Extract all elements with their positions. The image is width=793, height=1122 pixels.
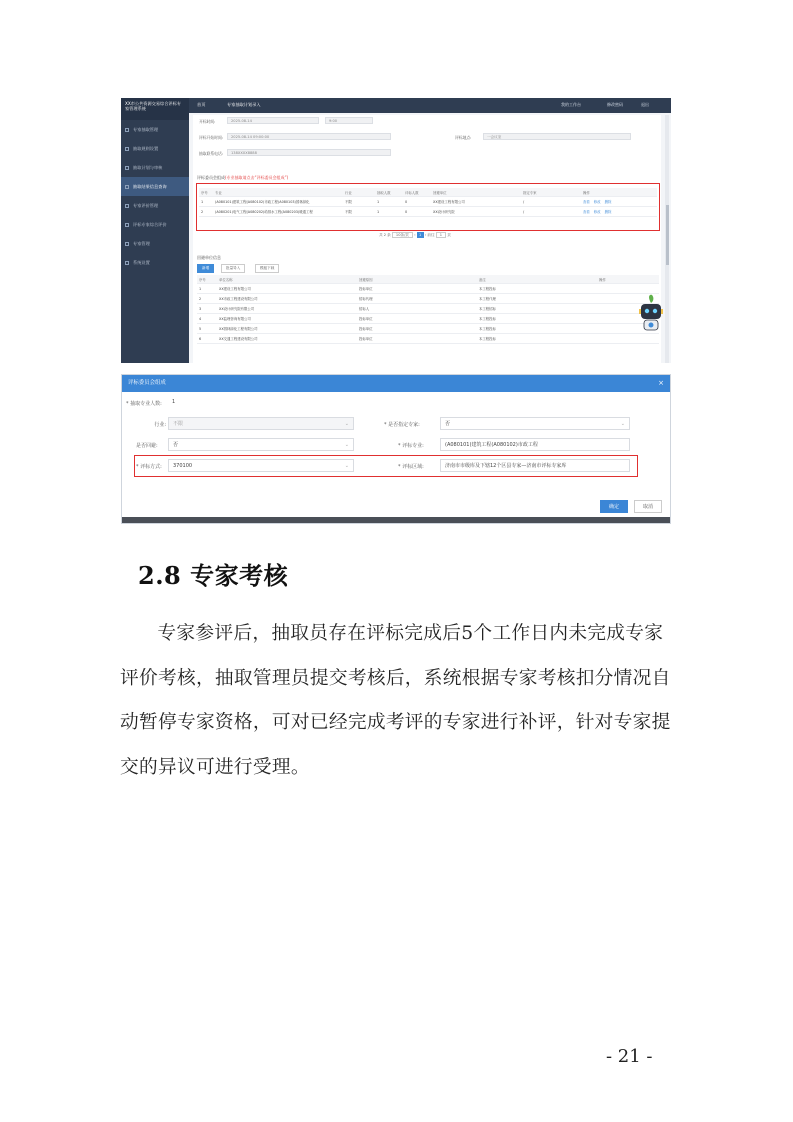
table-header: 序号 专业 行业 抽取人数 评标人数 回避单位 指定专家 操作 xyxy=(199,188,657,197)
industry-label: 行业: xyxy=(154,422,166,428)
eval-area-label: * 评标区域: xyxy=(398,464,424,470)
table1-title: 评标委员会组成(专业抽取请点击“评标委员会组成”) xyxy=(197,175,289,180)
menu-icon xyxy=(125,261,129,265)
eval-method-label: * 评标方式: xyxy=(136,464,162,470)
edit-link[interactable]: 修改 xyxy=(593,200,601,204)
sidebar-item-system[interactable]: 系统设置 xyxy=(121,253,189,272)
table-row: 4 XX监理咨询有限公司 投标单位 本工程投标 xyxy=(197,314,659,324)
change-password-link[interactable]: 修改密码 xyxy=(607,102,623,107)
chevron-down-icon: ⌄ xyxy=(344,421,349,427)
prev-page-icon[interactable]: ‹ xyxy=(414,233,416,237)
contact-label: 抽取联系电话: xyxy=(199,151,224,156)
body-paragraph: 专家参评后，抽取员存在评标完成后5个工作日内未完成专家评价考核，抽取管理员提交考核后，系统根据专家考核扣分情况自动暂停专家资格，可对已经完成考评的专家进行补评，针对专家提交的异议可进行受理。 xyxy=(120,623,671,778)
page-1-button[interactable]: 1 xyxy=(417,232,424,238)
sidebar xyxy=(121,98,189,363)
page-number: - 21 - xyxy=(606,1046,653,1067)
major-field[interactable]: (A080101)建筑工程(A080102)市政工程 xyxy=(440,438,630,451)
avoid-label: 是否回避: xyxy=(136,443,158,449)
screenshot-expert-plan xyxy=(121,98,671,363)
count-label: * 抽取专业人数: xyxy=(126,401,162,407)
chevron-down-icon: ⌄ xyxy=(344,442,349,448)
close-icon[interactable]: × xyxy=(658,379,664,387)
sidebar-item-rules[interactable]: 抽取规则设置 xyxy=(121,139,189,158)
menu-icon xyxy=(125,185,129,189)
contact-field[interactable]: 138XXXX8888 xyxy=(227,149,391,156)
opening-clock-field[interactable]: 9:00 xyxy=(325,117,373,124)
specify-label: * 是否指定专家: xyxy=(384,422,420,428)
table2-title: 回避单位信息 xyxy=(197,255,221,260)
section-heading: 2.8 专家考核 xyxy=(138,561,289,590)
table-row: 1 XX建设工程有限公司 投标单位 本工程投标 xyxy=(197,284,659,294)
confirm-button[interactable]: 确定 xyxy=(600,500,628,513)
table1-note: (专业抽取请点击“评标委员会组成”) xyxy=(225,175,289,180)
edit-link[interactable]: 修改 xyxy=(593,210,601,214)
menu-icon xyxy=(125,166,129,170)
table-row: 5 XX园林绿化工程有限公司 投标单位 本工程投标 xyxy=(197,324,659,334)
opening-date-field[interactable]: 2025-08-14 xyxy=(227,117,319,124)
scroll-thumb[interactable] xyxy=(666,205,669,265)
delete-link[interactable]: 删除 xyxy=(604,200,612,204)
table-row: 2 (A080201)电气工程(A080202)给排水工程(A080203)暖通工程 不限 1 0 XX设计研究院 / 查看 修改 删除 xyxy=(199,207,657,217)
sidebar-item-expert-manage[interactable]: 专家管理 xyxy=(121,234,189,253)
view-link[interactable]: 查看 xyxy=(583,200,590,204)
eval-time-label: 评标开始时间: xyxy=(199,135,224,140)
major-label: * 评标专业: xyxy=(398,443,424,449)
eval-area-field[interactable]: 济南市市级库及下辖12个区县专家—济南市评标专家库 xyxy=(440,459,630,472)
goto-page-input[interactable]: 1 xyxy=(436,232,446,238)
sidebar-item-evaluation[interactable]: 专家评价管理 xyxy=(121,196,189,215)
pager: 共 2 条 10条/页 ‹ 1 › 前往 1 页 xyxy=(379,233,451,237)
bottom-bar xyxy=(122,517,670,523)
sidebar-item-plan-audit[interactable]: 抽取计划与审核 xyxy=(121,158,189,177)
menu-icon xyxy=(125,223,129,227)
table-row: 6 XX交通工程建设有限公司 投标单位 本工程投标 xyxy=(197,334,659,344)
next-page-icon[interactable]: › xyxy=(424,233,427,237)
chevron-down-icon: ⌄ xyxy=(344,463,349,469)
scrollbar[interactable] xyxy=(665,115,669,363)
top-bar xyxy=(189,98,671,113)
menu-icon xyxy=(125,242,129,246)
menu-icon xyxy=(125,204,129,208)
menu-icon xyxy=(125,147,129,151)
eval-place-field[interactable]: 一会议室 xyxy=(483,133,631,140)
menu-icon xyxy=(125,128,129,132)
assistant-robot-icon[interactable] xyxy=(638,293,664,333)
template-download-button[interactable]: 模板下载 xyxy=(255,264,279,273)
sidebar-item-comprehensive[interactable]: 评标专家综合评价 xyxy=(121,215,189,234)
chevron-down-icon: ⌄ xyxy=(620,421,625,427)
system-logo: XX市公共资源交易综合评标专家管理系统 xyxy=(121,98,189,120)
eval-method-select[interactable]: 370100 ⌄ xyxy=(168,459,354,472)
tab-home[interactable]: 首页 xyxy=(197,102,206,107)
import-button[interactable]: 批量导入 xyxy=(221,264,245,273)
tab-plan-entry[interactable]: 专家抽取计划录入 xyxy=(227,102,261,107)
logout-link[interactable]: 退出 xyxy=(641,102,649,107)
workbench-link[interactable]: 我的工作台 xyxy=(561,102,581,107)
main-panel xyxy=(193,115,661,363)
table-row: 2 XX市政工程建设有限公司 招标代理 本工程代理 xyxy=(197,294,659,304)
table-header: 序号 单位名称 回避原因 备注 操作 xyxy=(197,275,659,284)
page-size-select[interactable]: 10条/页 xyxy=(392,232,413,238)
eval-place-label: 评标地点: xyxy=(455,135,472,140)
table-row: 1 (A080101)建筑工程(A080102)市政工程(A080103)园林绿化 不限 1 0 XX建设工程有限公司 / 查看 修改 删除 xyxy=(199,197,657,207)
sidebar-item-draw-manage[interactable]: 专家抽取管理 xyxy=(121,120,189,139)
industry-select[interactable]: 不限 ⌄ xyxy=(168,417,354,430)
cancel-button[interactable]: 取消 xyxy=(634,500,662,513)
table-row: 3 XX设计研究院有限公司 招标人 本工程招标 xyxy=(197,304,659,314)
opening-time-label: 开标时间: xyxy=(199,119,216,124)
screenshot-committee-dialog xyxy=(121,374,671,524)
avoid-unit-table xyxy=(197,275,659,344)
count-field[interactable]: 1 xyxy=(172,399,176,405)
view-link[interactable]: 查看 xyxy=(583,210,590,214)
dialog-title: 评标委员会组成 xyxy=(128,380,166,386)
specify-select[interactable]: 否 ⌄ xyxy=(440,417,630,430)
committee-table xyxy=(199,188,657,217)
add-button[interactable]: 新增 xyxy=(197,264,214,273)
dialog-header xyxy=(122,375,670,392)
sidebar-item-result-query[interactable]: 抽取结果信息查询 xyxy=(121,177,189,196)
delete-link[interactable]: 删除 xyxy=(604,210,612,214)
eval-time-field[interactable]: 2025-08-14 09:00:00 xyxy=(227,133,391,140)
avoid-select[interactable]: 否 ⌄ xyxy=(168,438,354,451)
